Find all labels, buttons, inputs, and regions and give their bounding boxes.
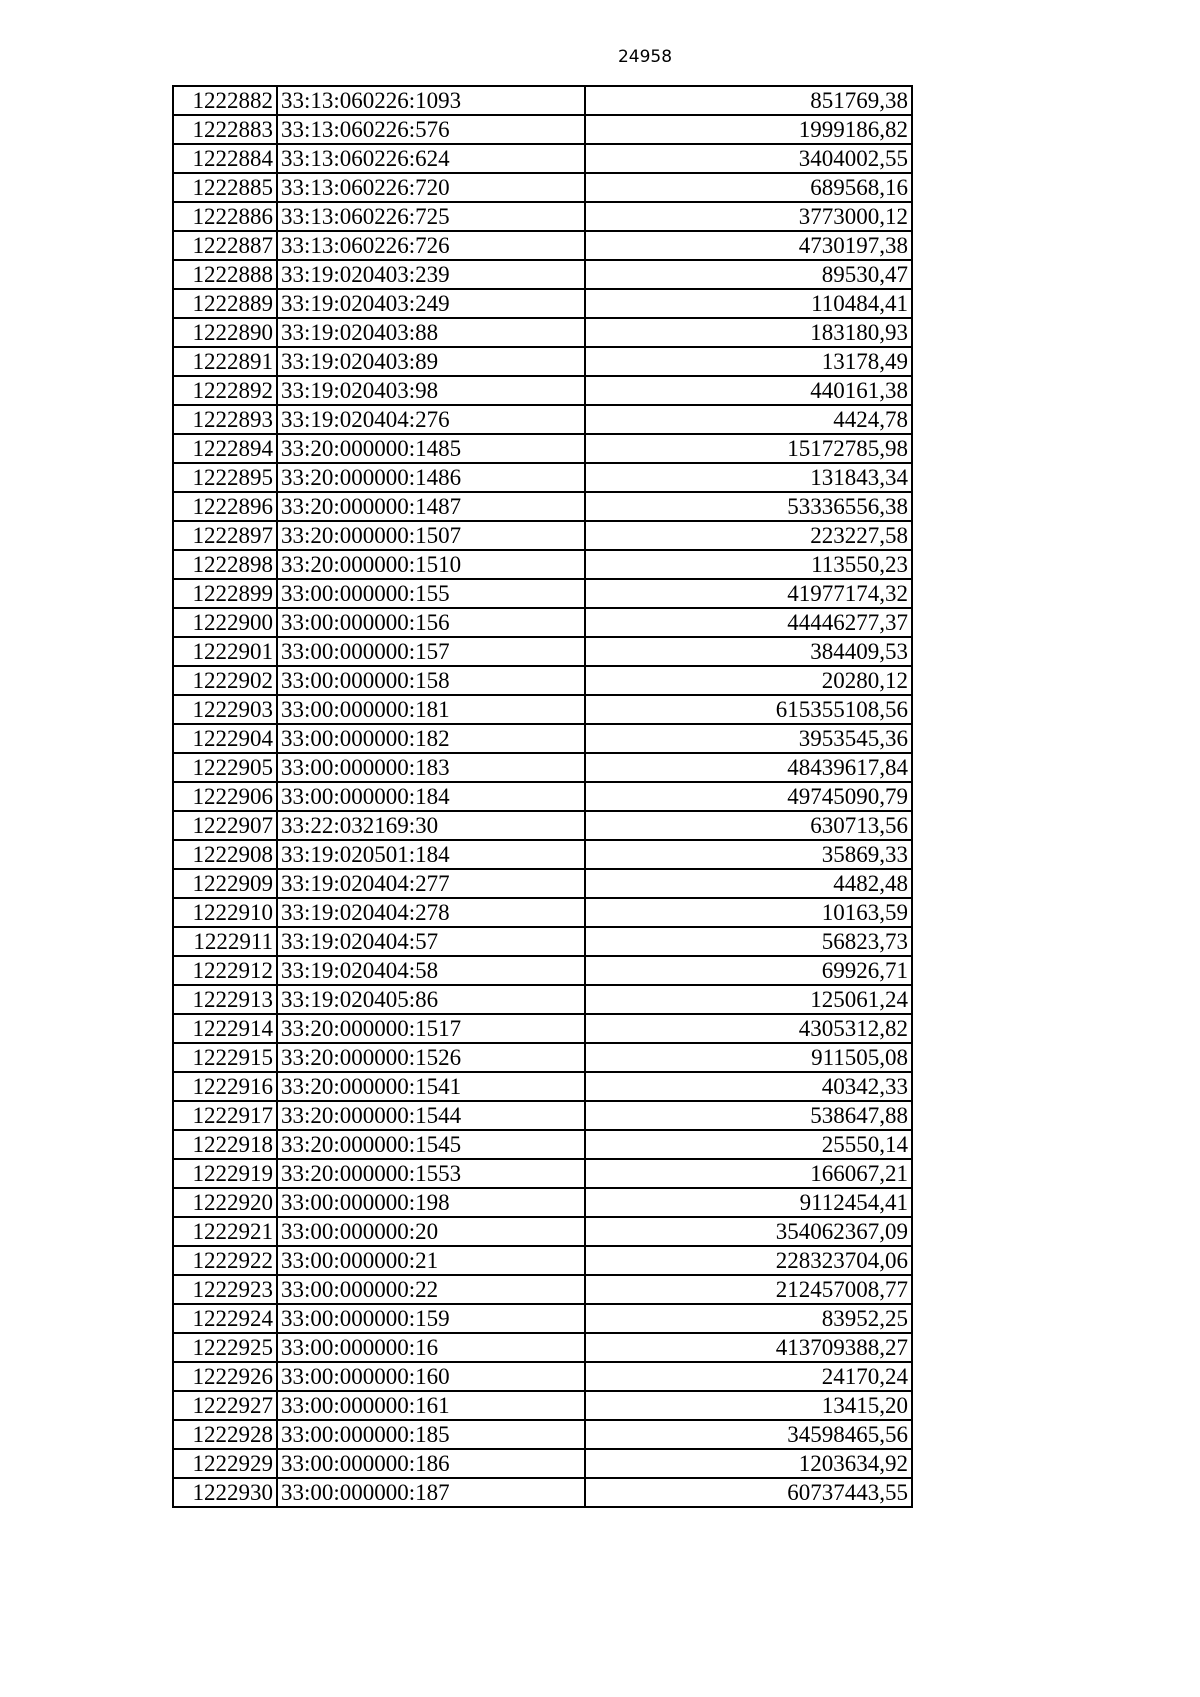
table-row xyxy=(173,1449,912,1478)
cadastral-number-cell: 33:20:000000:1507 xyxy=(277,521,585,550)
cadastral-number-cell: 33:00:000000:198 xyxy=(277,1188,585,1217)
row-id-cell: 1222911 xyxy=(173,927,277,956)
row-id-cell: 1222885 xyxy=(173,173,277,202)
cadastral-value-cell: 49745090,79 xyxy=(585,782,912,811)
table-row xyxy=(173,782,912,811)
cadastral-number-cell: 33:19:020404:277 xyxy=(277,869,585,898)
cadastral-value-cell: 166067,21 xyxy=(585,1159,912,1188)
row-id-cell: 1222916 xyxy=(173,1072,277,1101)
row-id-cell: 1222919 xyxy=(173,1159,277,1188)
row-id-cell: 1222914 xyxy=(173,1014,277,1043)
cadastral-number-cell: 33:13:060226:1093 xyxy=(277,86,585,115)
cadastral-number-cell: 33:19:020403:98 xyxy=(277,376,585,405)
row-id-cell: 1222902 xyxy=(173,666,277,695)
cadastral-value-cell: 3404002,55 xyxy=(585,144,912,173)
cadastral-value-cell: 538647,88 xyxy=(585,1101,912,1130)
cadastral-value-cell: 615355108,56 xyxy=(585,695,912,724)
cadastral-value-cell: 354062367,09 xyxy=(585,1217,912,1246)
table-body xyxy=(173,86,912,1507)
cadastral-value-cell: 89530,47 xyxy=(585,260,912,289)
row-id-cell: 1222894 xyxy=(173,434,277,463)
row-id-cell: 1222903 xyxy=(173,695,277,724)
cadastral-number-cell: 33:00:000000:183 xyxy=(277,753,585,782)
cadastral-value-cell: 440161,38 xyxy=(585,376,912,405)
table-row xyxy=(173,1043,912,1072)
table-row xyxy=(173,695,912,724)
table-row xyxy=(173,492,912,521)
table-row xyxy=(173,1014,912,1043)
row-id-cell: 1222925 xyxy=(173,1333,277,1362)
table-row xyxy=(173,666,912,695)
cadastral-number-cell: 33:19:020405:86 xyxy=(277,985,585,1014)
row-id-cell: 1222882 xyxy=(173,86,277,115)
cadastral-value-cell: 4482,48 xyxy=(585,869,912,898)
cadastral-number-cell: 33:00:000000:160 xyxy=(277,1362,585,1391)
table-row xyxy=(173,405,912,434)
row-id-cell: 1222922 xyxy=(173,1246,277,1275)
cadastral-value-cell: 4730197,38 xyxy=(585,231,912,260)
row-id-cell: 1222895 xyxy=(173,463,277,492)
cadastral-number-cell: 33:19:020404:57 xyxy=(277,927,585,956)
cadastral-number-cell: 33:00:000000:155 xyxy=(277,579,585,608)
cadastral-value-cell: 413709388,27 xyxy=(585,1333,912,1362)
row-id-cell: 1222904 xyxy=(173,724,277,753)
table-row xyxy=(173,869,912,898)
cadastral-number-cell: 33:00:000000:161 xyxy=(277,1391,585,1420)
table-row xyxy=(173,956,912,985)
cadastral-number-cell: 33:19:020403:249 xyxy=(277,289,585,318)
cadastral-value-cell: 384409,53 xyxy=(585,637,912,666)
table-row xyxy=(173,347,912,376)
cadastral-number-cell: 33:19:020403:239 xyxy=(277,260,585,289)
row-id-cell: 1222908 xyxy=(173,840,277,869)
table-row xyxy=(173,202,912,231)
row-id-cell: 1222905 xyxy=(173,753,277,782)
row-id-cell: 1222896 xyxy=(173,492,277,521)
cadastral-value-cell: 13415,20 xyxy=(585,1391,912,1420)
table-row xyxy=(173,985,912,1014)
cadastral-number-cell: 33:13:060226:726 xyxy=(277,231,585,260)
row-id-cell: 1222921 xyxy=(173,1217,277,1246)
row-id-cell: 1222899 xyxy=(173,579,277,608)
cadastral-number-cell: 33:00:000000:182 xyxy=(277,724,585,753)
row-id-cell: 1222884 xyxy=(173,144,277,173)
cadastral-value-cell: 4424,78 xyxy=(585,405,912,434)
row-id-cell: 1222901 xyxy=(173,637,277,666)
table-row xyxy=(173,1333,912,1362)
table-row xyxy=(173,927,912,956)
table-row xyxy=(173,434,912,463)
cadastral-number-cell: 33:19:020403:89 xyxy=(277,347,585,376)
cadastral-value-cell: 131843,34 xyxy=(585,463,912,492)
row-id-cell: 1222917 xyxy=(173,1101,277,1130)
cadastral-number-cell: 33:00:000000:22 xyxy=(277,1275,585,1304)
table-row xyxy=(173,840,912,869)
cadastral-number-cell: 33:20:000000:1487 xyxy=(277,492,585,521)
row-id-cell: 1222924 xyxy=(173,1304,277,1333)
row-id-cell: 1222926 xyxy=(173,1362,277,1391)
table-row xyxy=(173,521,912,550)
table-row xyxy=(173,173,912,202)
row-id-cell: 1222929 xyxy=(173,1449,277,1478)
row-id-cell: 1222888 xyxy=(173,260,277,289)
cadastral-number-cell: 33:22:032169:30 xyxy=(277,811,585,840)
cadastral-value-cell: 25550,14 xyxy=(585,1130,912,1159)
cadastral-number-cell: 33:00:000000:186 xyxy=(277,1449,585,1478)
cadastral-number-cell: 33:00:000000:156 xyxy=(277,608,585,637)
page-number: 24958 xyxy=(617,47,673,67)
cadastral-value-cell: 20280,12 xyxy=(585,666,912,695)
cadastral-number-cell: 33:13:060226:720 xyxy=(277,173,585,202)
cadastral-value-cell: 4305312,82 xyxy=(585,1014,912,1043)
table-row xyxy=(173,463,912,492)
table-row xyxy=(173,260,912,289)
cadastral-number-cell: 33:00:000000:157 xyxy=(277,637,585,666)
cadastral-value-cell: 41977174,32 xyxy=(585,579,912,608)
row-id-cell: 1222907 xyxy=(173,811,277,840)
table-row xyxy=(173,550,912,579)
cadastral-value-cell: 53336556,38 xyxy=(585,492,912,521)
cadastral-value-cell: 9112454,41 xyxy=(585,1188,912,1217)
cadastral-number-cell: 33:20:000000:1553 xyxy=(277,1159,585,1188)
table-row xyxy=(173,753,912,782)
table-row xyxy=(173,1246,912,1275)
cadastral-number-cell: 33:13:060226:576 xyxy=(277,115,585,144)
row-id-cell: 1222906 xyxy=(173,782,277,811)
table-row xyxy=(173,289,912,318)
cadastral-number-cell: 33:19:020404:276 xyxy=(277,405,585,434)
cadastral-number-cell: 33:20:000000:1544 xyxy=(277,1101,585,1130)
row-id-cell: 1222912 xyxy=(173,956,277,985)
cadastral-value-cell: 83952,25 xyxy=(585,1304,912,1333)
cadastral-value-cell: 48439617,84 xyxy=(585,753,912,782)
row-id-cell: 1222889 xyxy=(173,289,277,318)
table-row xyxy=(173,637,912,666)
cadastral-number-cell: 33:20:000000:1545 xyxy=(277,1130,585,1159)
row-id-cell: 1222913 xyxy=(173,985,277,1014)
table-row xyxy=(173,86,912,115)
table-row xyxy=(173,898,912,927)
table-row xyxy=(173,1478,912,1507)
cadastral-value-cell: 630713,56 xyxy=(585,811,912,840)
cadastral-number-cell: 33:00:000000:158 xyxy=(277,666,585,695)
table-row xyxy=(173,115,912,144)
row-id-cell: 1222920 xyxy=(173,1188,277,1217)
cadastral-number-cell: 33:13:060226:624 xyxy=(277,144,585,173)
table-row xyxy=(173,1159,912,1188)
cadastral-value-cell: 1999186,82 xyxy=(585,115,912,144)
row-id-cell: 1222887 xyxy=(173,231,277,260)
table-row xyxy=(173,1420,912,1449)
cadastral-value-cell: 212457008,77 xyxy=(585,1275,912,1304)
row-id-cell: 1222915 xyxy=(173,1043,277,1072)
cadastral-number-cell: 33:00:000000:20 xyxy=(277,1217,585,1246)
cadastral-value-cell: 1203634,92 xyxy=(585,1449,912,1478)
row-id-cell: 1222928 xyxy=(173,1420,277,1449)
row-id-cell: 1222909 xyxy=(173,869,277,898)
cadastral-number-cell: 33:00:000000:21 xyxy=(277,1246,585,1275)
cadastral-number-cell: 33:20:000000:1526 xyxy=(277,1043,585,1072)
cadastral-value-cell: 10163,59 xyxy=(585,898,912,927)
table-row xyxy=(173,318,912,347)
table-row xyxy=(173,1188,912,1217)
cadastral-value-cell: 44446277,37 xyxy=(585,608,912,637)
cadastral-value-cell: 113550,23 xyxy=(585,550,912,579)
table-row xyxy=(173,1304,912,1333)
row-id-cell: 1222898 xyxy=(173,550,277,579)
row-id-cell: 1222886 xyxy=(173,202,277,231)
table-row xyxy=(173,1217,912,1246)
table-row xyxy=(173,376,912,405)
cadastral-value-cell: 35869,33 xyxy=(585,840,912,869)
cadastral-value-cell: 60737443,55 xyxy=(585,1478,912,1507)
table-row xyxy=(173,724,912,753)
cadastral-number-cell: 33:20:000000:1486 xyxy=(277,463,585,492)
cadastral-value-table xyxy=(172,85,913,1508)
table-row xyxy=(173,1391,912,1420)
cadastral-value-cell: 34598465,56 xyxy=(585,1420,912,1449)
table-row xyxy=(173,811,912,840)
cadastral-value-cell: 13178,49 xyxy=(585,347,912,376)
cadastral-value-cell: 851769,38 xyxy=(585,86,912,115)
table-row xyxy=(173,1072,912,1101)
cadastral-value-cell: 24170,24 xyxy=(585,1362,912,1391)
row-id-cell: 1222892 xyxy=(173,376,277,405)
row-id-cell: 1222910 xyxy=(173,898,277,927)
row-id-cell: 1222897 xyxy=(173,521,277,550)
table-row xyxy=(173,608,912,637)
table-row xyxy=(173,1130,912,1159)
cadastral-number-cell: 33:00:000000:184 xyxy=(277,782,585,811)
cadastral-value-cell: 125061,24 xyxy=(585,985,912,1014)
cadastral-number-cell: 33:19:020501:184 xyxy=(277,840,585,869)
cadastral-value-cell: 56823,73 xyxy=(585,927,912,956)
table-row xyxy=(173,579,912,608)
cadastral-value-cell: 3773000,12 xyxy=(585,202,912,231)
cadastral-value-cell: 228323704,06 xyxy=(585,1246,912,1275)
row-id-cell: 1222918 xyxy=(173,1130,277,1159)
row-id-cell: 1222930 xyxy=(173,1478,277,1507)
table-row xyxy=(173,1275,912,1304)
cadastral-value-cell: 40342,33 xyxy=(585,1072,912,1101)
cadastral-number-cell: 33:00:000000:159 xyxy=(277,1304,585,1333)
cadastral-number-cell: 33:00:000000:185 xyxy=(277,1420,585,1449)
cadastral-value-cell: 911505,08 xyxy=(585,1043,912,1072)
cadastral-number-cell: 33:00:000000:16 xyxy=(277,1333,585,1362)
table-row xyxy=(173,231,912,260)
cadastral-value-cell: 689568,16 xyxy=(585,173,912,202)
table-row xyxy=(173,144,912,173)
row-id-cell: 1222891 xyxy=(173,347,277,376)
cadastral-value-cell: 15172785,98 xyxy=(585,434,912,463)
row-id-cell: 1222923 xyxy=(173,1275,277,1304)
table-row xyxy=(173,1101,912,1130)
cadastral-number-cell: 33:20:000000:1485 xyxy=(277,434,585,463)
row-id-cell: 1222890 xyxy=(173,318,277,347)
cadastral-value-cell: 69926,71 xyxy=(585,956,912,985)
table-row xyxy=(173,1362,912,1391)
cadastral-value-cell: 183180,93 xyxy=(585,318,912,347)
row-id-cell: 1222900 xyxy=(173,608,277,637)
cadastral-number-cell: 33:20:000000:1541 xyxy=(277,1072,585,1101)
cadastral-number-cell: 33:19:020404:58 xyxy=(277,956,585,985)
cadastral-number-cell: 33:19:020404:278 xyxy=(277,898,585,927)
row-id-cell: 1222893 xyxy=(173,405,277,434)
cadastral-number-cell: 33:00:000000:181 xyxy=(277,695,585,724)
cadastral-number-cell: 33:00:000000:187 xyxy=(277,1478,585,1507)
row-id-cell: 1222883 xyxy=(173,115,277,144)
cadastral-value-cell: 223227,58 xyxy=(585,521,912,550)
cadastral-value-cell: 3953545,36 xyxy=(585,724,912,753)
row-id-cell: 1222927 xyxy=(173,1391,277,1420)
cadastral-number-cell: 33:13:060226:725 xyxy=(277,202,585,231)
cadastral-number-cell: 33:19:020403:88 xyxy=(277,318,585,347)
cadastral-number-cell: 33:20:000000:1517 xyxy=(277,1014,585,1043)
cadastral-value-cell: 110484,41 xyxy=(585,289,912,318)
cadastral-number-cell: 33:20:000000:1510 xyxy=(277,550,585,579)
